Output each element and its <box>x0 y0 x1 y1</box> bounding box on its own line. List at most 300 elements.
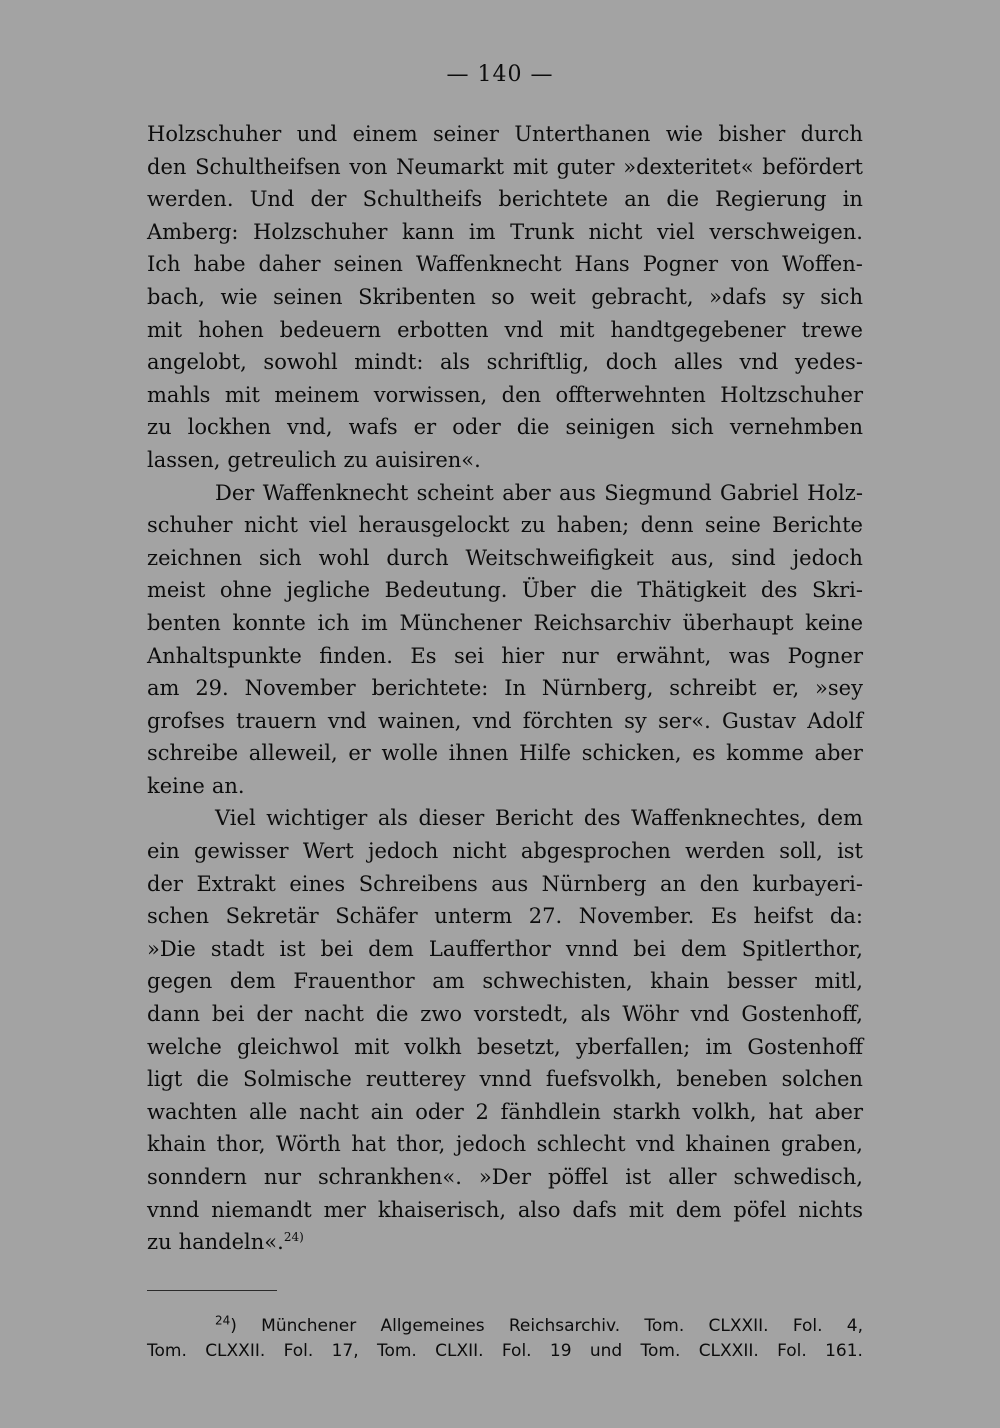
word: auisiren«. <box>375 447 481 472</box>
word: mit <box>354 1034 390 1059</box>
word: sei <box>453 643 484 668</box>
word: welche <box>147 1034 222 1059</box>
word: trauern <box>236 708 317 733</box>
word: den <box>147 154 187 179</box>
word: sonndern <box>147 1165 247 1189</box>
word: Es <box>410 643 437 668</box>
word: Waffenknechtes, <box>631 806 807 831</box>
text-line <box>147 346 863 379</box>
word: die <box>196 1067 229 1092</box>
text-line <box>147 640 863 673</box>
word: keine <box>147 773 205 798</box>
word: schlecht <box>536 1132 626 1157</box>
word: weit <box>530 284 576 309</box>
word: Gabriel <box>720 480 799 505</box>
word: yberfallen; <box>575 1034 691 1059</box>
word: keine <box>805 610 863 635</box>
word: oder <box>415 1099 464 1124</box>
word: niemandt <box>211 1197 312 1222</box>
word: November. <box>578 904 695 929</box>
word: starkh <box>612 1099 681 1124</box>
word: Laufferthor <box>428 936 551 961</box>
word: thor, <box>396 1132 446 1157</box>
footnote-divider <box>147 1290 277 1291</box>
word: Der <box>215 480 255 505</box>
word: dieser <box>418 806 485 831</box>
footnote-line <box>147 1339 863 1364</box>
word: wie <box>665 122 703 146</box>
word: nacht <box>304 1002 364 1027</box>
word: gewisser <box>193 839 289 864</box>
word: Solmische <box>242 1067 352 1092</box>
word: werden. <box>147 187 234 212</box>
word: schreibe <box>147 741 239 766</box>
word: Münchener <box>261 1316 357 1336</box>
word: befördert <box>762 154 863 179</box>
word: überhaupt <box>682 610 794 635</box>
word: vnd <box>504 317 544 342</box>
word: Reichsarchiv <box>533 610 671 635</box>
word: Bedeutung. <box>384 578 508 603</box>
word: unterm <box>434 904 513 929</box>
word: vnd <box>739 350 779 375</box>
word: bisher <box>718 122 786 146</box>
word: vnd, <box>287 415 333 440</box>
word: volkh, <box>692 1099 757 1124</box>
word: benten <box>147 610 221 635</box>
word: Siegmund <box>604 480 712 505</box>
word: schwechisten, <box>482 969 633 994</box>
word: vnnd <box>479 1067 532 1092</box>
word: khainen <box>685 1132 771 1157</box>
word: zu <box>343 447 369 472</box>
word: schwedisch, <box>733 1165 863 1189</box>
word: dem <box>229 969 276 994</box>
word: verschweigen. <box>709 219 863 244</box>
text-line <box>147 998 863 1031</box>
word: sich <box>258 545 302 570</box>
word: khain <box>650 969 710 994</box>
word: Amberg: <box>147 219 239 244</box>
word: bei <box>633 936 666 961</box>
text-line <box>147 1096 863 1129</box>
word: Wörth <box>276 1132 341 1157</box>
word: jedoch <box>792 545 863 570</box>
word: getreulich <box>227 447 337 472</box>
word: an <box>660 871 687 896</box>
word: khaiserisch, <box>377 1197 507 1222</box>
word: fänhdlein <box>500 1099 601 1124</box>
word: ihnen <box>448 741 509 766</box>
word: vnd <box>690 1002 730 1027</box>
word: sind <box>731 545 776 570</box>
word: viel <box>657 219 695 244</box>
word: wohl <box>318 545 370 570</box>
word: die <box>375 1002 409 1027</box>
word: es <box>692 741 716 766</box>
word: im <box>361 610 388 635</box>
word: Hilfe <box>519 741 572 766</box>
word: gleichwol <box>237 1034 339 1059</box>
text-line <box>147 118 863 151</box>
word: Schäfer <box>335 904 418 929</box>
word: »Die <box>147 936 196 961</box>
word: die <box>590 578 623 603</box>
word: grofses <box>147 708 225 733</box>
word: zwo <box>420 1002 462 1027</box>
word: also <box>517 1197 561 1222</box>
word: trewe <box>801 317 863 342</box>
word: an <box>624 187 651 212</box>
word: wolle <box>381 741 438 766</box>
text-line <box>147 183 863 216</box>
word: kann <box>402 219 455 244</box>
word: lockhen <box>187 415 271 440</box>
word: herausgelockt <box>358 513 510 538</box>
text-line <box>147 151 863 184</box>
word: Fol. <box>283 1341 314 1361</box>
word: was <box>728 643 771 668</box>
word: Wöhr <box>622 1002 679 1027</box>
word: am <box>432 969 465 994</box>
word: dem <box>817 806 863 831</box>
word: thor, <box>216 1132 266 1157</box>
word: durch <box>800 122 863 146</box>
word: ich <box>317 610 350 635</box>
word: seiner <box>433 122 499 146</box>
word: vnnd <box>147 1197 200 1222</box>
word: kurbayeri- <box>752 871 863 896</box>
word: handeln«.$^{24)}$ <box>178 1230 304 1255</box>
word: alles <box>673 350 723 375</box>
word: von <box>731 252 770 277</box>
word: nicht <box>243 513 298 538</box>
word: Pogner <box>642 252 719 277</box>
word: November <box>244 676 356 701</box>
word: denn <box>640 513 694 538</box>
word: Pogner <box>787 643 863 668</box>
text-line <box>147 574 863 607</box>
word: ohne <box>219 578 272 603</box>
word: mindt: <box>354 350 424 375</box>
word: Tom. <box>644 1316 685 1336</box>
word: nacht <box>299 1099 359 1124</box>
text-line <box>147 542 863 575</box>
word: sy <box>624 708 647 733</box>
word: erbotten <box>397 317 489 342</box>
word: besetzt, <box>476 1034 561 1059</box>
word: einem <box>352 122 418 146</box>
word: Trunk <box>510 219 574 244</box>
word: solchen <box>781 1067 863 1092</box>
word: komme <box>726 741 804 766</box>
word: vnnd <box>565 936 619 961</box>
word: alle <box>248 1099 288 1124</box>
word: mit <box>224 382 260 407</box>
word: förchten <box>522 708 613 733</box>
text-line <box>147 770 863 803</box>
word: des <box>583 806 621 831</box>
word: CLXII. <box>435 1341 484 1361</box>
body-text <box>147 118 863 1259</box>
word: durch <box>386 545 449 570</box>
word: »dafs <box>709 284 767 309</box>
word: Allgemeines <box>380 1316 485 1336</box>
word: Tom. <box>376 1341 417 1361</box>
word: wafs <box>348 415 398 440</box>
text-line <box>147 509 863 542</box>
word: aber <box>814 1099 863 1124</box>
word: »Der <box>478 1165 532 1189</box>
word: mer <box>323 1197 366 1222</box>
word: Thätigkeit <box>637 578 747 603</box>
word: schicken, <box>581 741 682 766</box>
word: soll, <box>779 839 823 864</box>
word: am <box>147 676 180 701</box>
word: 17, <box>331 1341 359 1361</box>
word: Schreibens <box>358 871 478 896</box>
text-line <box>147 216 863 249</box>
word: Reichsarchiv. <box>508 1316 621 1336</box>
word: vorwissen, <box>373 382 488 407</box>
word: dem <box>680 936 727 961</box>
word: vnd <box>636 1132 675 1157</box>
word: ser«. <box>658 708 711 733</box>
word: zeichnen <box>147 545 242 570</box>
word: alleweil, <box>248 741 338 766</box>
word: ligt <box>147 1067 183 1092</box>
text-line <box>147 868 863 901</box>
word: Adolf <box>807 708 863 733</box>
footnote-line <box>147 1314 863 1339</box>
footnotes <box>147 1314 863 1364</box>
word: seinigen <box>565 415 655 440</box>
text-line <box>147 835 863 868</box>
word: schrankhen«. <box>318 1165 462 1189</box>
word: Holtzschuher <box>720 382 863 407</box>
word: abgesprochen <box>520 839 671 864</box>
word: werden <box>685 839 765 864</box>
text-line <box>147 1031 863 1064</box>
word: sy <box>782 284 805 309</box>
word: dem <box>368 936 414 961</box>
word: »dexteritet« <box>623 154 754 179</box>
word: yedes- <box>794 350 863 375</box>
word: In <box>504 676 527 701</box>
word: und <box>296 122 338 146</box>
text-line <box>147 900 863 933</box>
word: seine <box>704 513 761 538</box>
word: den <box>501 382 542 407</box>
word: Neumarkt <box>396 154 505 179</box>
word: Münchener <box>399 610 522 635</box>
word: daher <box>258 252 321 277</box>
word: da: <box>829 904 863 929</box>
word: sowohl <box>263 350 338 375</box>
word: schuher <box>147 513 233 538</box>
word: jedoch <box>367 839 439 864</box>
word: Gostenhoff <box>747 1034 863 1059</box>
word: Fol. <box>501 1341 532 1361</box>
word: mitl, <box>814 969 863 994</box>
text-line <box>147 379 863 412</box>
word: Gustav <box>722 708 796 733</box>
word: Ich <box>147 252 181 277</box>
word: offterwehnten <box>555 382 706 407</box>
text-line <box>147 314 863 347</box>
word: 27. <box>528 904 563 929</box>
word: haben; <box>556 513 630 538</box>
word: meinem <box>274 382 360 407</box>
word: 2 <box>475 1099 489 1124</box>
word: habe <box>193 252 246 277</box>
word: angelobt, <box>147 350 247 375</box>
word: bei <box>211 1002 245 1027</box>
word: viel <box>309 513 348 538</box>
word: Sekretär <box>225 904 319 929</box>
word: nichts <box>798 1197 863 1222</box>
word: schen <box>147 904 210 929</box>
word: pöffel <box>548 1165 609 1189</box>
word: Hans <box>574 252 630 277</box>
word: bach, <box>147 284 205 309</box>
word: hat <box>351 1132 386 1157</box>
word: berichtete <box>498 187 609 212</box>
word: mit <box>559 317 595 342</box>
word: Skribenten <box>358 284 476 309</box>
word: vnd <box>472 708 512 733</box>
word: berichtete: <box>371 676 489 701</box>
word: lassen, <box>147 447 221 472</box>
word: Extrakt <box>196 871 276 896</box>
word: zu <box>147 415 172 440</box>
word: Fol. <box>777 1341 807 1361</box>
word: der <box>147 871 183 896</box>
word: nur <box>263 1165 301 1189</box>
word: bedeuern <box>279 317 382 342</box>
word: jedoch <box>455 1132 527 1157</box>
word: Bericht <box>494 806 574 831</box>
word: 161. <box>825 1341 863 1361</box>
word: heifst <box>753 904 814 929</box>
word: ist <box>279 936 306 961</box>
word: so <box>491 284 515 309</box>
text-line <box>147 1161 863 1194</box>
text-line <box>147 1063 863 1096</box>
word: im <box>705 1034 733 1059</box>
word: dann <box>147 1002 201 1027</box>
word: Schultheifs <box>362 187 483 212</box>
text-line <box>147 737 863 770</box>
word: Gostenhoff, <box>741 1002 863 1027</box>
word: eines <box>289 871 346 896</box>
word: volkh <box>404 1034 462 1059</box>
word: vorstedt, <box>473 1002 569 1027</box>
word: er <box>413 415 437 440</box>
word: aller <box>668 1165 717 1189</box>
word: nicht <box>452 839 507 864</box>
word: »sey <box>815 676 863 701</box>
text-line <box>147 965 863 998</box>
word: in <box>842 187 863 212</box>
word: schreibt <box>669 676 757 701</box>
word: Frauenthor <box>293 969 415 994</box>
word: aber <box>502 480 551 505</box>
word: Woffen- <box>782 252 863 277</box>
word: gegen <box>147 969 213 994</box>
word: wachten <box>147 1099 238 1124</box>
word: Unterthanen <box>514 122 651 146</box>
word: finden. <box>319 643 393 668</box>
word: von <box>349 154 388 179</box>
word: Tom. <box>640 1341 681 1361</box>
word: hohen <box>198 317 264 342</box>
word: im <box>468 219 496 244</box>
text-line <box>147 411 863 444</box>
word: CLXXII. <box>205 1341 266 1361</box>
word: reutterey <box>365 1067 466 1092</box>
word: Über <box>522 578 576 603</box>
word: vnd <box>327 708 367 733</box>
word: Wert <box>302 839 354 864</box>
word: aus, <box>670 545 715 570</box>
word: handtgegebener <box>610 317 786 342</box>
word: als <box>377 806 408 831</box>
word: Nürnberg <box>541 871 647 896</box>
word: bei <box>320 936 354 961</box>
word: Waffenknecht <box>415 252 562 277</box>
word: 19 <box>549 1341 572 1361</box>
word: hier <box>501 643 545 668</box>
word: als <box>580 1002 611 1027</box>
word: pöfel <box>733 1197 787 1222</box>
word: wie <box>220 284 258 309</box>
word: seinen <box>273 284 343 309</box>
word: die <box>666 187 700 212</box>
word: Weitschweifigkeit <box>465 545 654 570</box>
word: gebracht, <box>591 284 694 309</box>
text-line <box>147 1128 863 1161</box>
word: graben, <box>780 1132 863 1157</box>
word: Berichte <box>772 513 863 538</box>
word: ain <box>370 1099 404 1124</box>
word: Holzschuher <box>147 122 282 146</box>
word: Fol. <box>792 1316 823 1336</box>
word: zu <box>520 513 546 538</box>
word: Holzschuher <box>253 219 388 244</box>
word: sich <box>820 284 863 309</box>
text-line <box>147 444 863 477</box>
word: khain <box>147 1132 207 1157</box>
word: Regierung <box>715 187 827 212</box>
word: fuefsvolkh, <box>545 1067 663 1092</box>
word: Es <box>710 904 738 929</box>
footnote-reference[interactable]: 24) <box>283 1230 304 1245</box>
word: Nürnberg, <box>541 676 654 701</box>
word: Skri- <box>812 578 863 603</box>
word: aber <box>814 741 863 766</box>
page-number: — 140 — <box>446 62 554 87</box>
word: des <box>760 578 798 603</box>
word: oder <box>452 415 501 440</box>
word: dem <box>675 1197 722 1222</box>
word: scheint <box>416 480 494 505</box>
word: den <box>699 871 739 896</box>
word: besser <box>726 969 797 994</box>
text-line <box>147 933 863 966</box>
word: CLXXII. <box>698 1341 759 1361</box>
word: nur <box>561 643 599 668</box>
